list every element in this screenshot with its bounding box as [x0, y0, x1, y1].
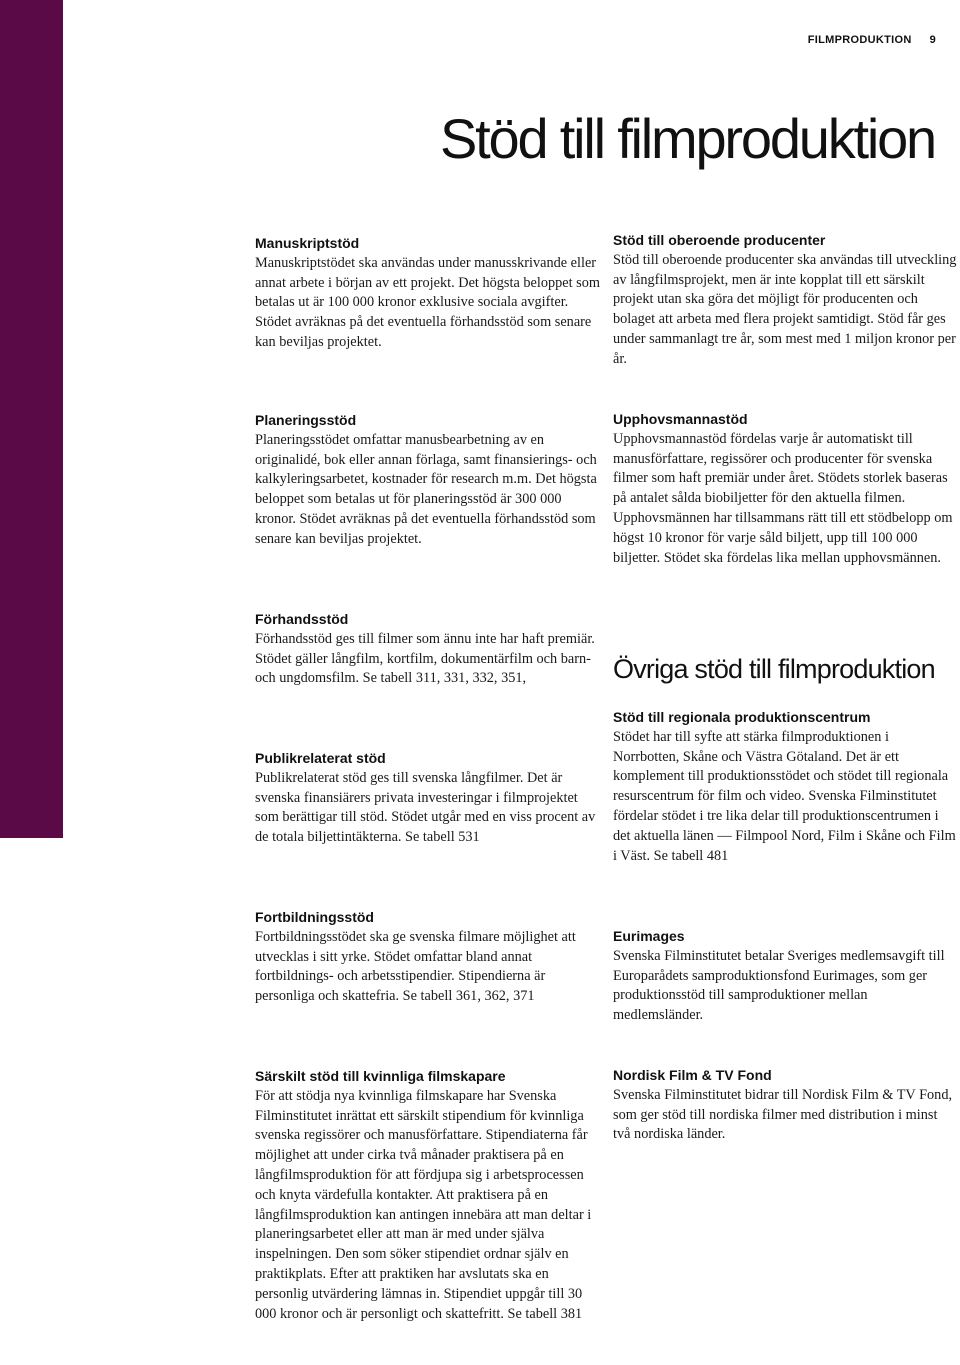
- section-heading: Publikrelaterat stöd: [255, 750, 386, 766]
- section-planeringsstod: [255, 411, 605, 550]
- section-heading: Eurimages: [613, 928, 685, 944]
- section-oberoende-producenter: [613, 231, 958, 370]
- section-heading: Fortbildningsstöd: [255, 909, 374, 925]
- page-title: Stöd till filmproduktion: [440, 107, 936, 170]
- section-body: Svenska Filminstitutet betalar Sveriges medlemsavgift till Europarådets samproduktionsfond Eurimages, som ger produktionsstöd till samproduktioner mellan medlemsländer.: [613, 947, 945, 1024]
- accent-side-bar: [0, 0, 63, 838]
- section-heading: Nordisk Film & TV Fond: [613, 1067, 772, 1083]
- section-publikrelaterat-stod: [255, 749, 605, 848]
- section-upphovsmannastod: [613, 410, 958, 568]
- section-body: Upphovsmannastöd fördelas varje år automatiskt till manusförfattare, regissörer och producenter för svenska filmer som haft premiär under året. Stödets storlek baseras på antalet sålda biobiljetter för den aktuella filmen. Upphovsmännen har tillsammans rätt till ett stödbelopp om högst 10 kronor för varje såld biljett, upp till 100 000 biljetter. Stödet ska fördelas lika mellan upphovsmännen.: [613, 430, 953, 566]
- section-eurimages: [613, 927, 958, 1026]
- section-body: För att stödja nya kvinnliga filmskapare har Svenska Filminstitutet inrättat ett särskilt stipendium för kvinnliga svenska regissörer och manusförfattare. Stipendiaterna får möjlighet att under cirka två månader praktisera på en långfilmsproduktion för att fördjupa sig i arbetsprocessen och knyta värdefulla kontakter. Att praktisera på en långfilmsproduktion kan antingen innebära att man deltar i planeringsarbetet eller att man är med under själva inspelningen. Den som söker stipendiet ordnar själv en praktikplats. Efter att praktiken har avslutats ska en personlig utvärdering lämnas in. Stipendiet uppgår till 30 000 kronor och är personligt och skattefritt. Se tabell 381: [255, 1087, 592, 1322]
- running-head: [808, 34, 936, 46]
- section-heading: Manuskriptstöd: [255, 235, 360, 251]
- section-forhandsstod: [255, 610, 605, 689]
- section-body: Planeringsstödet omfattar manusbearbetning av en originalidé, bok eller annan förlaga, samt finansierings- och kalkyleringsarbetet, kostnader för research m.m. Det högsta beloppet som betalas ut för planeringsstöd är 300 000 kronor. Stödet avräknas på det eventuella förhandsstöd som senare kan beviljas projektet.: [255, 431, 597, 547]
- section-body: Stödet har till syfte att stärka filmproduktionen i Norrbotten, Skåne och Västra Götaland. Det är ett komplement till produktionsstödet och stödet till regionala resurscentrum för film och video. Svenska Filminstitutet fördelar stödet i tre lika delar till produktionscentrumen i det aktuella länen — Filmpool Nord, Film i Skåne och Film i Väst. Se tabell 481: [613, 728, 956, 864]
- section-body: Publikrelaterat stöd ges till svenska långfilmer. Det är svenska finansiärers privata investeringar i filmprojektet som berättigar till stöd. Stödet utgår med en viss procent av de totala biljettintäkterna. Se tabell 531: [255, 769, 596, 846]
- section-manuskriptstod: [255, 234, 605, 353]
- subsection-title: Övriga stöd till filmproduktion: [613, 654, 935, 684]
- section-heading: Förhandsstöd: [255, 611, 349, 627]
- section-body: Manuskriptstödet ska användas under manusskrivande eller annat arbete i början av ett projekt. Det högsta beloppet som betalas ut är 100 000 kronor exklusive sociala avgifter. Stödet avräknas på det eventuella förhandsstöd som senare kan beviljas projektet.: [255, 254, 601, 350]
- section-heading: Stöd till oberoende producenter: [613, 232, 826, 248]
- section-body: Fortbildningsstödet ska ge svenska filmare möjlighet att utvecklas i sitt yrke. Stödet omfattar bland annat fortbildnings- och arbetsstipendier. Stipendierna är personliga och skattefria. Se tabell 361, 362, 371: [255, 928, 576, 1005]
- page-number: 9: [929, 34, 936, 46]
- section-heading: Planeringsstöd: [255, 412, 357, 428]
- section-heading: Upphovsmannastöd: [613, 411, 748, 427]
- section-heading: Stöd till regionala produktionscentrum: [613, 709, 871, 725]
- section-regionala-produktionscentrum: [613, 708, 958, 866]
- section-body: Svenska Filminstitutet bidrar till Nordisk Film & TV Fond, som ger stöd till nordiska filmer med distribution i minst två nordiska länder.: [613, 1086, 953, 1143]
- section-kvinnliga-filmskapare: [255, 1067, 605, 1324]
- section-body: Stöd till oberoende producenter ska användas till utveckling av långfilmsprojekt, men är inte kopplat till ett särskilt projekt utan ska göra det möjligt för producenten och bolaget att arbeta med flera projekt samtidigt. Stöd får ges under sammanlagt tre år, som mest med 1 miljon kronor per år.: [613, 251, 957, 367]
- running-head-section: FILMPRODUKTION: [807, 34, 912, 46]
- section-body: Förhandsstöd ges till filmer som ännu inte har haft premiär. Stödet gäller långfilm, kortfilm, dokumentärfilm och barn- och ungdomsfilm. Se tabell 311, 331, 332, 351,: [255, 630, 595, 687]
- section-heading: Särskilt stöd till kvinnliga filmskapare: [255, 1068, 506, 1084]
- section-fortbildningsstod: [255, 908, 605, 1007]
- section-nordisk-film-tv-fond: [613, 1066, 958, 1145]
